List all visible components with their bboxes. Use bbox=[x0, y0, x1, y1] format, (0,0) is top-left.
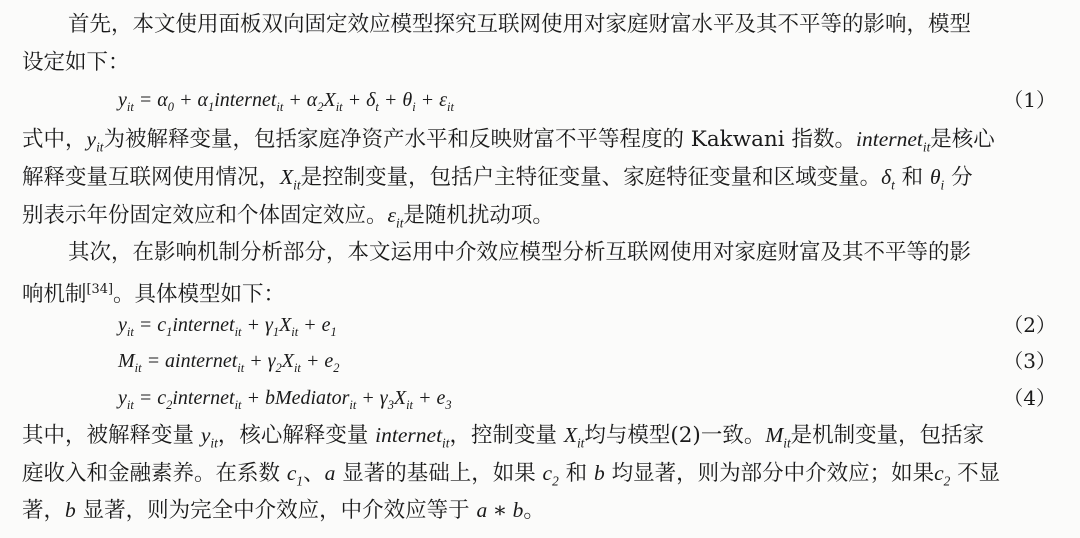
equation-3-number: （3） bbox=[1003, 349, 1056, 373]
paragraph-2-line-1 bbox=[22, 124, 1058, 162]
math-c1: $c_1$ bbox=[286, 461, 304, 489]
math-m-it: $M_{it}$ bbox=[765, 423, 791, 451]
p2-text: 为被解释变量，包括家庭净资产水平和反映财富不平等程度的 Kakwani 指数。 bbox=[103, 127, 856, 152]
p2-text: 解释变量互联网使用情况， bbox=[22, 165, 281, 190]
p4-text: 均显著，则为部分中介效应；如果 bbox=[611, 461, 935, 486]
p2-text: 式中， bbox=[22, 127, 87, 152]
p4-text: 、 bbox=[303, 461, 325, 486]
paragraph-1-line-1: 首先，本文使用面板双向固定效应模型探究互联网使用对家庭财富水平及其不平等的影响，模型 bbox=[68, 12, 972, 37]
paragraph-4-line-2 bbox=[22, 458, 1058, 496]
math-internet-it: internet$_{it}$ bbox=[375, 423, 450, 451]
paragraph-1-line-2: 设定如下： bbox=[22, 50, 130, 75]
p4-text: 著， bbox=[22, 498, 66, 523]
math-c2: $c_2$ bbox=[542, 461, 559, 489]
paragraph-4-line-3 bbox=[22, 495, 1058, 526]
paragraph-3-line-2 bbox=[22, 275, 1058, 310]
p4-text: 不显 bbox=[957, 461, 1001, 486]
math-a-times-b: a ∗ b bbox=[476, 498, 524, 522]
paragraph-4-line-1 bbox=[22, 420, 1058, 458]
equation-2-number: （2） bbox=[1003, 313, 1056, 337]
p4-text: 。 bbox=[523, 498, 545, 523]
equation-1-number: （1） bbox=[1003, 88, 1056, 112]
p4-text: 均与模型(2)一致。 bbox=[584, 423, 766, 448]
p4-text: 庭收入和金融素养。在系数 bbox=[22, 461, 281, 486]
math-b: b bbox=[593, 461, 605, 485]
citation-ref: [34] bbox=[86, 282, 113, 297]
equation-4-number: （4） bbox=[1003, 386, 1056, 410]
math-delta-t: $\delta_t$ bbox=[881, 165, 895, 193]
p2-text: 是控制变量，包括户主特征变量、家庭特征变量和区域变量。 bbox=[300, 165, 882, 190]
equation-1: $y_{it} = \alpha_0$ + $\alpha_1internet_{it} + \alpha_2X_{it} + \delta_t + \theta_i + \varepsilon_{it}$ bbox=[118, 89, 454, 114]
paragraph-3-line-1: 其次，在影响机制分析部分，本文运用中介效应模型分析互联网使用对家庭财富及其不平等的影 bbox=[68, 240, 972, 265]
equation-3: $M_{it}$ = ainternet$_{it}$ + $\gamma_2X_{it} + e_2$ bbox=[118, 350, 340, 375]
p3-text: 响机制 bbox=[22, 282, 87, 308]
p4-text: 显著，则为完全中介效应，中介效应等于 bbox=[82, 498, 470, 523]
p2-text: 是随机扰动项。 bbox=[403, 203, 554, 228]
paragraph-2-line-2 bbox=[22, 162, 1058, 200]
math-x-it: $X_{it}$ bbox=[280, 165, 301, 193]
p2-text: 是核心 bbox=[930, 127, 995, 152]
p4-text: 是机制变量，包括家 bbox=[790, 423, 985, 448]
p4-text: 其中，被解释变量 bbox=[22, 423, 195, 448]
p4-text: 显著的基础上，如果 bbox=[342, 461, 536, 486]
p2-text: 分 bbox=[951, 165, 973, 190]
p3-text: 。具体模型如下： bbox=[112, 282, 285, 308]
math-y-it: $y_{it}$ bbox=[200, 423, 218, 451]
math-a: a bbox=[324, 461, 336, 485]
p4-text: ，控制变量 bbox=[449, 423, 557, 448]
math-y-it: $y_{it}$ bbox=[86, 127, 104, 155]
paragraph-2-line-3 bbox=[22, 200, 1058, 238]
equation-2: $y_{it}$ = $c_1internet_{it} + \gamma_1X_{it} + e_1$ bbox=[118, 314, 337, 339]
equation-4: $y_{it}$ = $c_2internet_{it}$ + bMediator$_{it}$ + $\gamma_3X_{it} + e_3$ bbox=[118, 387, 452, 412]
math-b: b bbox=[65, 498, 76, 522]
p2-text: 别表示年份固定效应和个体固定效应。 bbox=[22, 203, 388, 228]
math-c2: $c_2$ bbox=[934, 461, 951, 489]
p4-text: 和 bbox=[565, 461, 588, 486]
p2-text: 和 bbox=[901, 165, 924, 190]
math-theta-i: $\theta_i$ bbox=[929, 165, 945, 193]
math-x-it: $X_{it}$ bbox=[563, 423, 585, 451]
math-epsilon-it: $\varepsilon_{it}$ bbox=[387, 203, 404, 231]
math-internet-it: internet$_{it}$ bbox=[856, 127, 931, 155]
p4-text: ，核心解释变量 bbox=[217, 423, 369, 448]
